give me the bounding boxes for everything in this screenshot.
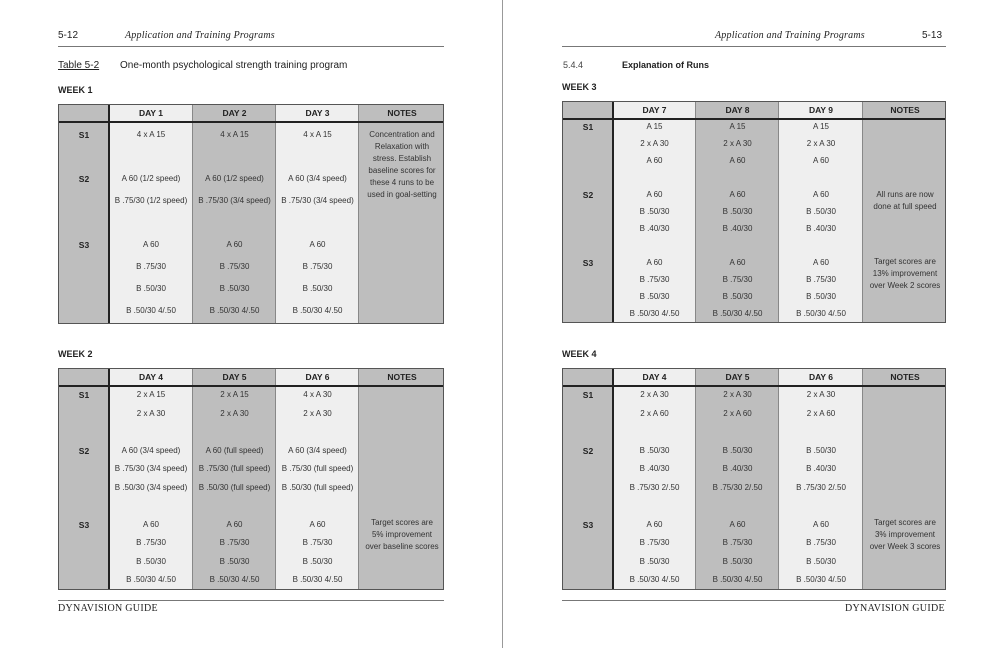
run-entry: B .50/30 4/.50 <box>712 575 763 584</box>
notes-line: Target scores are <box>874 257 936 266</box>
notes-line: used in goal-setting <box>367 190 437 199</box>
run-entry: B .75/30 <box>302 538 333 547</box>
run-entry: B .40/30 <box>639 224 670 233</box>
session-label: S3 <box>582 519 594 530</box>
column-header: DAY 6 <box>808 372 834 382</box>
run-entry: B .75/30 <box>219 538 250 547</box>
notes-line: Target scores are <box>874 518 936 527</box>
column-header: NOTES <box>890 105 920 115</box>
run-entry: B .50/30 <box>136 284 166 293</box>
run-entry: 2 x A 60 <box>806 408 836 418</box>
session-label-column <box>563 369 613 589</box>
run-entry: A 60 <box>812 190 829 199</box>
notes-line: Concentration and <box>369 130 435 139</box>
session-label-column <box>59 369 109 589</box>
run-entry: A 60 <box>729 258 746 267</box>
column-header: DAY 2 <box>222 108 247 118</box>
run-entry: B .75/30 (1/2 speed) <box>114 196 188 205</box>
section-number: 5.4.4 <box>563 60 584 70</box>
run-entry: B .50/30 <box>722 556 753 566</box>
session-label-column <box>563 102 613 322</box>
run-entry: B .50/30 (full speed) <box>198 482 271 492</box>
column-header: DAY 5 <box>222 372 247 382</box>
run-entry: B .50/30 <box>639 556 670 566</box>
notes-line: baseline scores for <box>368 166 436 175</box>
run-entry: B .50/30 <box>219 556 250 566</box>
run-entry: A 60 <box>646 156 663 165</box>
notes-line: done at full speed <box>873 202 937 211</box>
run-entry: B .50/30 4/.50 <box>126 575 176 584</box>
run-entry: A 60 <box>812 258 829 267</box>
run-entry: 2 x A 30 <box>806 390 836 399</box>
run-entry: A 60 <box>309 240 326 249</box>
column-header: DAY 4 <box>642 372 667 382</box>
header-divider-horizontal <box>59 121 443 123</box>
run-entry: B .50/30 (full speed) <box>281 482 354 492</box>
column-header: DAY 9 <box>808 105 834 115</box>
run-entry: B .50/30 <box>639 207 670 216</box>
run-entry: B .50/30 <box>136 556 166 566</box>
table-ref: Table 5-2 <box>58 60 100 71</box>
run-entry: B .50/30 <box>639 445 670 455</box>
run-entry: A 60 <box>812 156 829 165</box>
run-entry: A 60 <box>309 519 326 529</box>
header-divider-horizontal <box>563 118 945 120</box>
session-label: S1 <box>78 390 90 400</box>
column-header: NOTES <box>387 372 417 382</box>
session-label: S2 <box>582 445 594 456</box>
run-entry: A 60 <box>142 240 159 249</box>
run-entry: A 60 <box>226 240 243 249</box>
run-entry: A 60 <box>646 190 663 199</box>
run-entry: B .75/30 <box>136 538 166 547</box>
run-entry: B .50/30 <box>806 445 836 455</box>
run-entry: B .50/30 <box>302 284 333 293</box>
notes-text <box>863 517 946 553</box>
run-entry: B .50/30 <box>806 556 836 566</box>
run-entry: B .75/30 2/.50 <box>712 482 763 492</box>
run-entry: B .75/30 (full speed) <box>281 464 354 473</box>
run-entry: B .40/30 <box>806 464 836 473</box>
column-header: DAY 1 <box>138 108 164 118</box>
week-heading: WEEK 3 <box>562 82 597 92</box>
run-entry: B .50/30 4/.50 <box>292 306 343 315</box>
run-entry: B .75/30 (full speed) <box>198 464 271 473</box>
column-header: DAY 4 <box>138 372 164 382</box>
run-entry: A 60 <box>142 519 159 529</box>
header-divider-horizontal <box>59 385 443 387</box>
page-spine <box>502 0 503 648</box>
run-entry: B .50/30 4/.50 <box>796 309 846 318</box>
session-label: S3 <box>78 240 90 250</box>
run-entry: B .75/30 <box>136 262 166 271</box>
schedule-table <box>562 368 946 590</box>
run-entry: 2 x A 30 <box>640 390 669 399</box>
run-entry: A 15 <box>729 122 746 131</box>
run-entry: B .50/30 <box>806 292 836 301</box>
column-header: DAY 3 <box>305 108 330 118</box>
column-header: DAY 8 <box>725 105 750 115</box>
session-label: S2 <box>78 445 90 456</box>
run-entry: A 60 <box>729 190 746 199</box>
run-entry: B .75/30 <box>639 538 670 547</box>
run-entry: B .50/30 4/.50 <box>209 575 260 584</box>
run-entry: B .50/30 4/.50 <box>292 575 343 584</box>
run-entry: B .75/30 (3/4 speed) <box>114 464 188 473</box>
run-entry: B .50/30 <box>722 445 753 455</box>
week-heading: WEEK 4 <box>562 349 597 359</box>
header-rule-left <box>58 46 444 47</box>
run-entry: B .75/30 <box>722 538 753 547</box>
run-entry: A 60 (1/2 speed) <box>205 174 264 183</box>
run-entry: B .50/30 4/.50 <box>629 575 680 584</box>
run-entry: B .40/30 <box>806 224 836 233</box>
run-entry: 2 x A 30 <box>303 408 332 418</box>
run-entry: B .75/30 2/.50 <box>629 482 680 492</box>
footer-rule-right <box>562 600 946 601</box>
run-entry: 2 x A 30 <box>723 139 752 148</box>
run-entry: A 15 <box>812 122 829 131</box>
run-entry: 2 x A 60 <box>723 408 752 418</box>
footer-right: DYNAVISION GUIDE <box>845 603 945 614</box>
run-entry: A 60 (full speed) <box>205 445 264 455</box>
run-entry: B .50/30 4/.50 <box>629 309 680 318</box>
run-entry: 2 x A 60 <box>640 408 669 418</box>
column-header: DAY 5 <box>725 372 750 382</box>
run-entry: A 60 <box>729 519 746 529</box>
page-number-right: 5-13 <box>922 30 943 41</box>
notes-column <box>359 369 444 589</box>
notes-line: Target scores are <box>371 518 433 527</box>
run-entry: 2 x A 30 <box>136 408 166 418</box>
run-entry: B .50/30 4/.50 <box>796 575 846 584</box>
week-heading: WEEK 1 <box>58 85 93 95</box>
run-entry: B .50/30 <box>722 292 753 301</box>
run-entry: B .40/30 <box>639 464 670 473</box>
page-number-left: 5-12 <box>58 30 79 41</box>
run-entry: B .75/30 (3/4 speed) <box>198 196 271 205</box>
run-entry: B .50/30 <box>639 292 670 301</box>
run-entry: B .50/30 <box>722 207 753 216</box>
footer-left: DYNAVISION GUIDE <box>58 603 158 614</box>
column-header: DAY 7 <box>642 105 667 115</box>
run-entry: B .75/30 <box>639 275 670 284</box>
run-entry: A 60 <box>646 519 663 529</box>
notes-line: over Week 3 scores <box>869 542 941 551</box>
notes-text <box>863 256 946 292</box>
run-entry: B .75/30 <box>302 262 333 271</box>
run-entry: B .75/30 <box>722 275 753 284</box>
run-entry: B .75/30 2/.50 <box>796 482 846 492</box>
session-label: S2 <box>582 190 594 200</box>
run-entry: B .50/30 (3/4 speed) <box>114 482 188 492</box>
running-title-right: Application and Training Programs <box>715 30 865 41</box>
header-rule-right <box>562 46 946 47</box>
session-label: S1 <box>582 390 594 400</box>
notes-line: stress. Establish <box>372 154 432 163</box>
run-entry: B .75/30 <box>806 275 836 284</box>
notes-text <box>359 129 444 201</box>
column-header: NOTES <box>890 372 920 382</box>
notes-line: these 4 runs to be <box>369 178 435 187</box>
notes-line: 5% improvement <box>371 530 433 539</box>
session-label: S1 <box>78 130 90 140</box>
run-entry: B .75/30 (3/4 speed) <box>281 196 354 205</box>
notes-text <box>863 189 946 213</box>
run-entry: A 60 (3/4 speed) <box>288 445 347 455</box>
table-caption: One-month psychological strength training program <box>120 60 348 71</box>
notes-text <box>359 517 444 553</box>
week-heading: WEEK 2 <box>58 349 93 359</box>
notes-column <box>863 369 946 589</box>
run-entry: A 15 <box>646 122 663 131</box>
notes-line: 3% improvement <box>874 530 936 539</box>
session-label: S3 <box>582 258 594 268</box>
column-header: DAY 6 <box>305 372 330 382</box>
run-entry: 2 x A 30 <box>723 390 752 399</box>
run-entry: A 60 <box>812 519 829 529</box>
run-entry: 4 x A 15 <box>136 130 166 139</box>
footer-rule-left <box>58 600 444 601</box>
run-entry: B .75/30 <box>219 262 250 271</box>
run-entry: 4 x A 15 <box>303 130 332 139</box>
notes-line: All runs are now <box>876 190 934 199</box>
run-entry: B .40/30 <box>722 464 753 473</box>
run-entry: A 60 <box>729 156 746 165</box>
run-entry: B .50/30 4/.50 <box>712 309 763 318</box>
notes-line: 13% improvement <box>872 269 938 278</box>
running-title-left: Application and Training Programs <box>125 30 275 41</box>
notes-line: Relaxation with <box>374 142 430 151</box>
run-entry: 4 x A 30 <box>303 390 332 399</box>
run-entry: A 60 <box>646 258 663 267</box>
run-entry: 4 x A 15 <box>220 130 249 139</box>
session-label: S1 <box>582 122 594 132</box>
run-entry: B .40/30 <box>722 224 753 233</box>
session-label: S3 <box>78 519 90 530</box>
column-header: NOTES <box>387 108 417 118</box>
schedule-table <box>58 368 444 590</box>
run-entry: B .50/30 4/.50 <box>209 306 260 315</box>
run-entry: A 60 (3/4 speed) <box>121 445 181 455</box>
run-entry: B .50/30 <box>302 556 333 566</box>
run-entry: 2 x A 30 <box>640 139 669 148</box>
schedule-table <box>562 101 946 323</box>
session-label: S2 <box>78 174 90 184</box>
run-entry: B .50/30 <box>806 207 836 216</box>
run-entry: B .50/30 4/.50 <box>126 306 176 315</box>
run-entry: 2 x A 15 <box>136 390 166 399</box>
run-entry: 2 x A 30 <box>220 408 249 418</box>
run-entry: 2 x A 30 <box>806 139 836 148</box>
run-entry: A 60 (3/4 speed) <box>288 174 347 183</box>
run-entry: B .75/30 <box>806 538 836 547</box>
schedule-table <box>58 104 444 324</box>
run-entry: B .50/30 <box>219 284 250 293</box>
run-entry: A 60 (1/2 speed) <box>121 174 181 183</box>
notes-line: over baseline scores <box>365 542 439 551</box>
run-entry: 2 x A 15 <box>220 390 249 399</box>
run-entry: A 60 <box>226 519 243 529</box>
header-divider-horizontal <box>563 385 945 387</box>
section-title: Explanation of Runs <box>622 60 710 70</box>
notes-line: over Week 2 scores <box>869 281 941 290</box>
